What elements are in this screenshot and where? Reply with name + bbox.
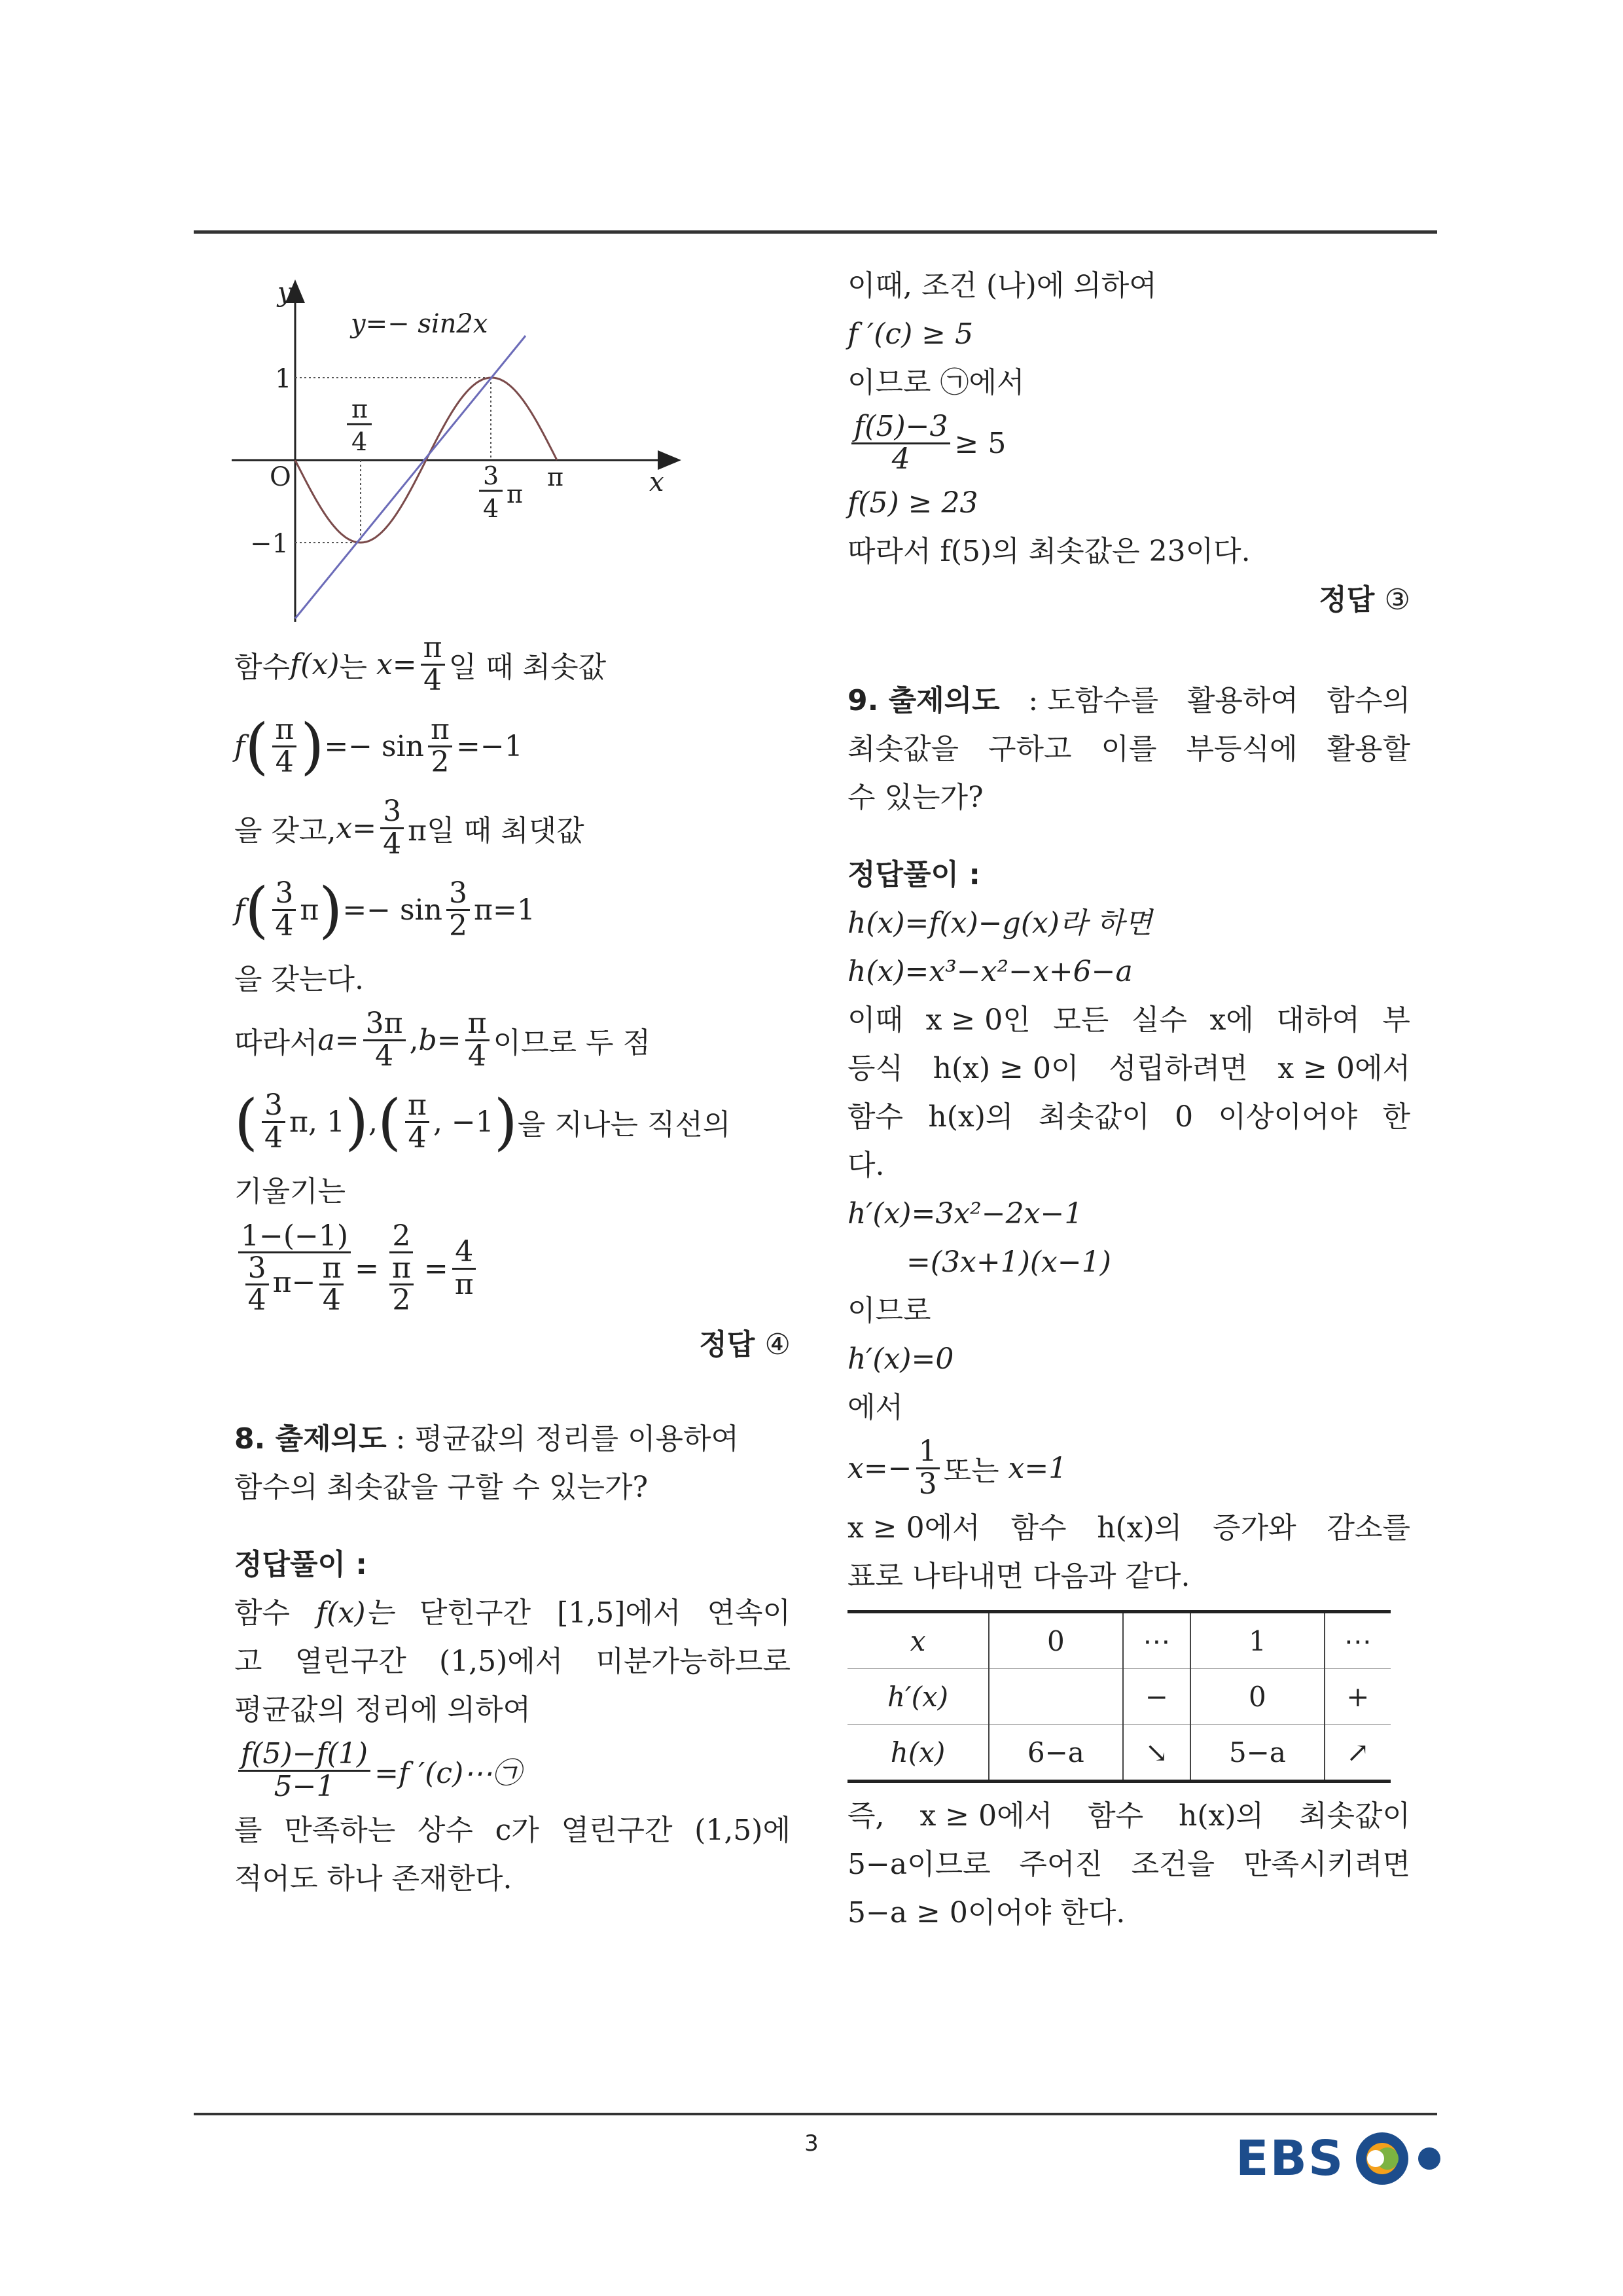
tick-pi4-den: 4	[351, 427, 368, 456]
answer-8: 정답 ③	[1319, 583, 1410, 617]
text-line: 5−a ≥ 0이어야 한다.	[847, 1896, 1126, 1929]
text-line: 이므로	[847, 1294, 931, 1327]
tick-3-4-num: 3	[483, 461, 499, 490]
fraction: $\frac{\pi}{4}$	[465, 1009, 490, 1071]
text-line: 즉, x ≥ 0에서 함수 h(x)의 최솟값이	[847, 1799, 1410, 1833]
text-line: 따라서 f(5)의 최솟값은 23이다.	[847, 535, 1251, 568]
text-line: 에서	[847, 1391, 904, 1424]
tick-3-4-pi: π	[507, 480, 523, 509]
logo-text: EBS	[1236, 2130, 1345, 2187]
math-line: h(x)=f(x)−g(x)라 하면	[847, 906, 1152, 940]
text-line: x ≥ 0에서 함수 h(x)의 증가와 감소를	[847, 1511, 1410, 1545]
right-column	[847, 262, 1410, 1937]
tick-pi: π	[547, 463, 563, 492]
math-line: h′(x)=0	[847, 1342, 954, 1376]
ebs-circles-icon	[1344, 2126, 1469, 2191]
fraction: $\frac{3}{4}$	[262, 1090, 285, 1153]
y-tick-one: 1	[275, 364, 292, 394]
fraction: $\frac{3}{4}$	[272, 878, 296, 941]
math-line: h′(x)=3x²−2x−1	[847, 1197, 1083, 1230]
fraction: $\frac{4}{\pi}$	[452, 1237, 476, 1299]
text-line: 적어도 하나 존재한다.	[234, 1862, 512, 1895]
ab-values: 따라서 a= $\frac{3\pi}{4}$ , b= $\frac{\pi}{4}$ 이므로 두 점	[234, 1007, 651, 1073]
table-row: h′(x) − 0 +	[847, 1669, 1391, 1725]
text-line: 이때, 조건 (나)에 의하여	[847, 269, 1157, 302]
text-line: 수 있는가?	[847, 781, 984, 814]
x-axis-label: x	[649, 467, 664, 497]
math-line: h(x)=x³−x²−x+6−a	[847, 955, 1133, 988]
fraction: $\frac{f(5)-3}{4}$	[851, 412, 950, 474]
question-9-intent: 9. 출제의도 : 도함수를 활용하여 함수의	[847, 684, 1410, 717]
text-line: 함수의 최솟값을 구할 수 있는가?	[234, 1471, 649, 1504]
two-points: ( $\frac{3}{4}$ π, 1 ) , ( $\frac{\pi}{4}$ , −1 ) 을 지나는 직선의	[234, 1086, 731, 1157]
min-value-eq: f ( $\frac{\pi}{4}$ ) =− sin $\frac{\pi}{2}$ =−1	[234, 711, 523, 781]
text-line: 평균값의 정리에 의하여	[234, 1693, 531, 1727]
fraction: $\frac{f(5)-f(1)}{5-1}$	[238, 1739, 370, 1801]
y-axis-label: y	[277, 278, 293, 308]
y-tick-minus-one: −1	[250, 529, 289, 559]
tick-3-4-den: 4	[483, 494, 499, 523]
fraction: $\frac{\pi}{2}$	[428, 715, 452, 777]
ineq-eq: $\frac{f(5)-3}{4}$ ≥ 5	[847, 407, 1410, 479]
text-line: 이때 x ≥ 0인 모든 실수 x에 대하여 부	[847, 1003, 1410, 1037]
ebs-logo	[1236, 2126, 1469, 2191]
answer-7: 정답 ④	[699, 1328, 791, 1361]
text-line: 를 만족하는 상수 c가 열린구간 (1,5)에	[234, 1814, 791, 1847]
header-rule	[194, 230, 1437, 234]
origin-label: O	[270, 462, 291, 492]
fraction: $\frac{3\pi}{4}$	[363, 1009, 406, 1071]
footer-rule	[194, 2113, 1437, 2115]
table-row: x 0 ⋯ 1 ⋯	[847, 1612, 1391, 1669]
fraction: $\frac{3}{2}$	[446, 878, 470, 941]
text-line: 등식 h(x) ≥ 0이 성립하려면 x ≥ 0에서	[847, 1052, 1410, 1085]
roots-line: x=− $\frac{1}{3}$ 또는 x=1	[847, 1435, 1067, 1501]
fraction: $\frac{\pi}{4}$	[272, 715, 296, 777]
fraction: $\frac{1}{3}$	[916, 1437, 940, 1499]
tick-pi4-num: π	[351, 395, 368, 423]
min-statement: 함수 f(x) 는 x= $\frac{\pi}{4}$ 일 때 최솟값	[234, 631, 607, 697]
fraction: $\frac{3}{4}$	[380, 797, 404, 859]
text-line: 을 갖는다.	[234, 963, 364, 996]
text-line: 다.	[847, 1149, 885, 1182]
math-line: =(3x+1)(x−1)	[906, 1246, 1111, 1279]
math-line: f ′(c) ≥ 5	[847, 317, 974, 351]
math-line: f(5) ≥ 23	[847, 486, 978, 520]
max-statement: 을 갖고, x= $\frac{3}{4}$ π일 때 최댓값	[234, 795, 584, 861]
fraction: $\frac{2}{\frac{\pi}{2}}$	[383, 1221, 420, 1316]
left-column	[234, 628, 791, 1903]
text-line: 5−a이므로 주어진 조건을 만족시키려면	[847, 1848, 1410, 1881]
fraction: 1−(−1) $\frac{3}{4}$ π− $\frac{\pi}{4}$	[238, 1221, 351, 1316]
text-line: 기울기는	[234, 1175, 346, 1208]
mvt-eq: $\frac{f(5)-f(1)}{5-1}$ =f ′(c)⋯㉠	[234, 1734, 791, 1806]
text-line: 함수 f(x)는 닫힌구간 [1,5]에서 연속이	[234, 1596, 791, 1630]
text-line: 고 열린구간 (1,5)에서 미분가능하므로	[234, 1645, 791, 1678]
question-8-intent: 8. 출제의도 : 평균값의 정리를 이용하여	[234, 1422, 739, 1456]
slope-eq: 1−(−1) $\frac{3}{4}$ π− $\frac{\pi}{4}$ = $\frac{2}{\frac{\pi}{2}}$ = $\frac{4}{\pi}$	[234, 1216, 791, 1321]
text-line: 이므로 ㉠에서	[847, 366, 1025, 399]
fraction: $\frac{\pi}{4}$	[405, 1090, 429, 1153]
table-row: h(x) 6−a ↘ 5−a ↗	[847, 1725, 1391, 1782]
text-line: 최솟값을 구하고 이를 부등식에 활용할	[847, 732, 1410, 766]
text-line: 함수 h(x)의 최솟값이 0 이상이어야 한	[847, 1100, 1410, 1134]
increase-decrease-table	[847, 1610, 1391, 1783]
solution-8-label: 정답풀이 :	[234, 1548, 367, 1581]
sine-graph	[223, 275, 720, 641]
text-line: 표로 나타내면 다음과 같다.	[847, 1560, 1190, 1593]
curve-label: y=− sin2x	[351, 309, 488, 339]
max-value-eq: f ( $\frac{3}{4}$ π ) =− sin $\frac{3}{2}$ π=1	[234, 874, 535, 945]
fraction: $\frac{\pi}{4}$	[421, 633, 445, 695]
solution-9-label: 정답풀이 :	[847, 858, 980, 891]
page-number: 3	[804, 2130, 819, 2157]
